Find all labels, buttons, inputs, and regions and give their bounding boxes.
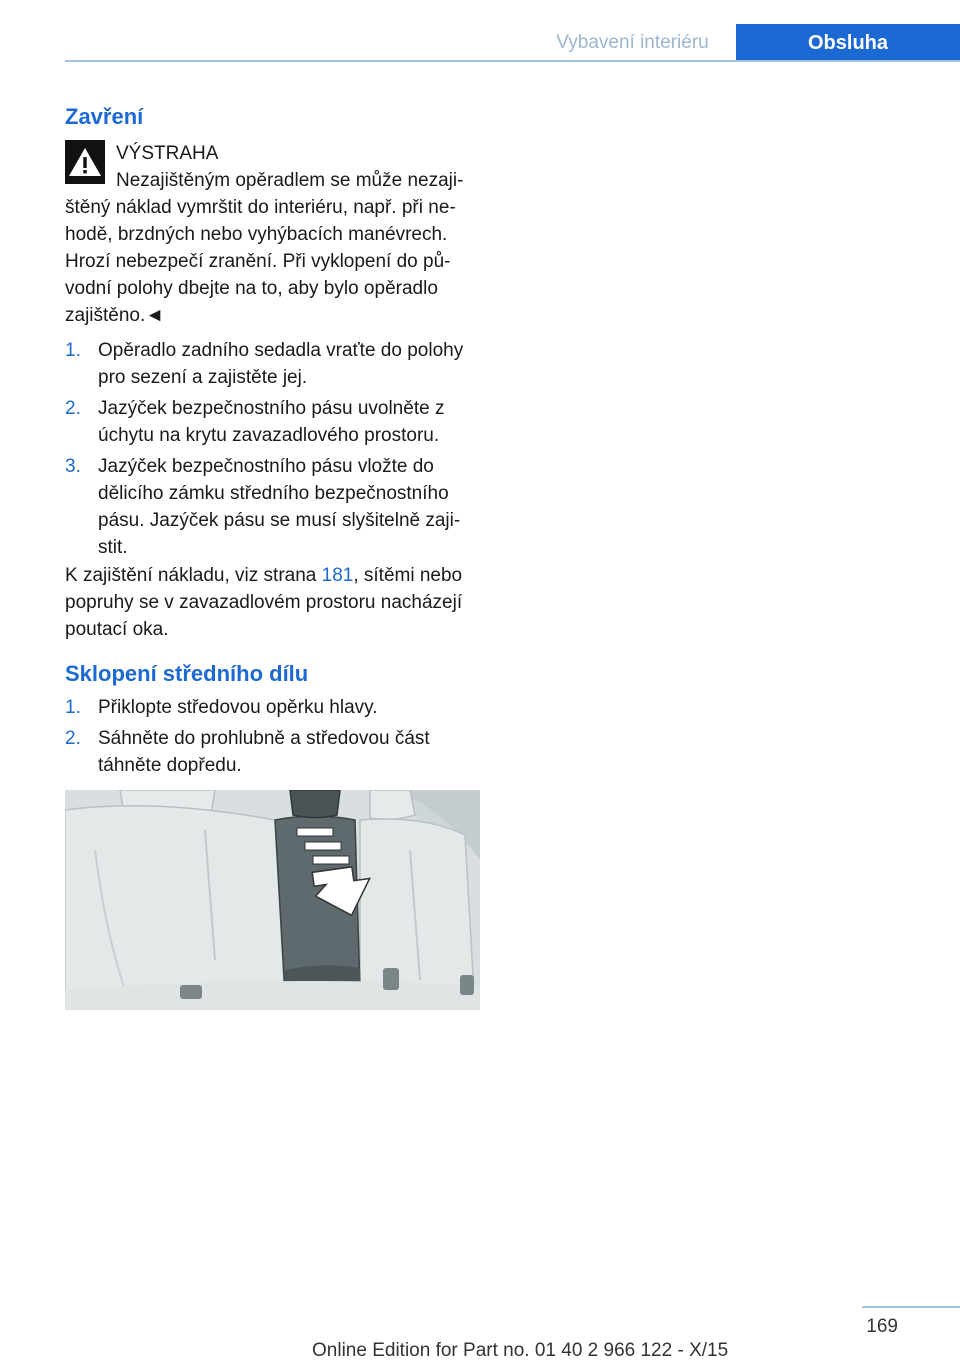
note-line: poutací oka. — [65, 619, 169, 640]
header-chapter-tab[interactable]: Obsluha — [736, 24, 960, 62]
warning-icon — [65, 140, 105, 184]
warning-label: VÝSTRAHA — [116, 143, 219, 164]
page-reference-link[interactable]: 181 — [321, 565, 354, 586]
step-text-line: Jazýček bezpečnostního pásu uvolněte z — [98, 398, 445, 419]
step-text-line: dělicího zámku středního bezpečnostního — [98, 483, 449, 504]
header-section-tab[interactable]: Vybavení interiéru — [556, 32, 709, 53]
warning-text-line: zajištěno.◄ — [65, 305, 165, 326]
warning-text-line: štěný náklad vymrštit do interiéru, např. při ne‐ — [65, 197, 456, 218]
warning-text-line: hodě, brzdných nebo vyhýbacích manévrech. — [65, 224, 448, 245]
step-number: 2. — [65, 728, 81, 749]
edition-text: Online Edition for Part no. 01 40 2 966 122 - X/15 — [312, 1340, 729, 1361]
step-text-line: táhněte dopředu. — [98, 755, 242, 776]
page-number: 169 — [866, 1316, 898, 1337]
section-title-closing: Zavření — [65, 104, 144, 129]
step-number: 1. — [65, 340, 81, 361]
rear-seat-drawing — [65, 790, 480, 1010]
warning-text-line: Nezajištěným opěradlem se může nezaji‐ — [116, 170, 464, 191]
step-text-line: úchytu na krytu zavazadlového prostoru. — [98, 425, 440, 446]
step-text-line: stit. — [98, 537, 128, 558]
step-text-line: Přiklopte středovou opěrku hlavy. — [98, 697, 378, 718]
step-text-line: pro sezení a zajistěte jej. — [98, 367, 308, 388]
note-text: , sítěmi nebo — [353, 565, 463, 586]
step-number: 1. — [65, 697, 81, 718]
step-number: 2. — [65, 398, 81, 419]
note-text: K zajištění nákladu, viz strana — [65, 565, 322, 586]
note-line: popruhy se v zavazadlovém prostoru nacházejí — [65, 592, 463, 613]
step-number: 3. — [65, 456, 81, 477]
step-text-line: pásu. Jazýček pásu se musí slyšitelně zaji‐ — [98, 510, 461, 531]
header-divider — [65, 60, 960, 62]
step-text-line: Opěradlo zadního sedadla vraťte do polohy — [98, 340, 464, 361]
warning-text-line: Hrozí nebezpečí zranění. Při vyklopení do pů‐ — [65, 251, 451, 272]
rear-seat-illustration — [65, 790, 480, 1010]
warning-text-line: vodní polohy dbejte na to, aby bylo opěradlo — [65, 278, 438, 299]
step-text-line: Sáhněte do prohlubně a středovou část — [98, 728, 430, 749]
footer-divider — [862, 1306, 960, 1308]
step-text-line: Jazýček bezpečnostního pásu vložte do — [98, 456, 434, 477]
note-line — [65, 562, 462, 589]
section-title-folding: Sklopení středního dílu — [65, 661, 309, 686]
